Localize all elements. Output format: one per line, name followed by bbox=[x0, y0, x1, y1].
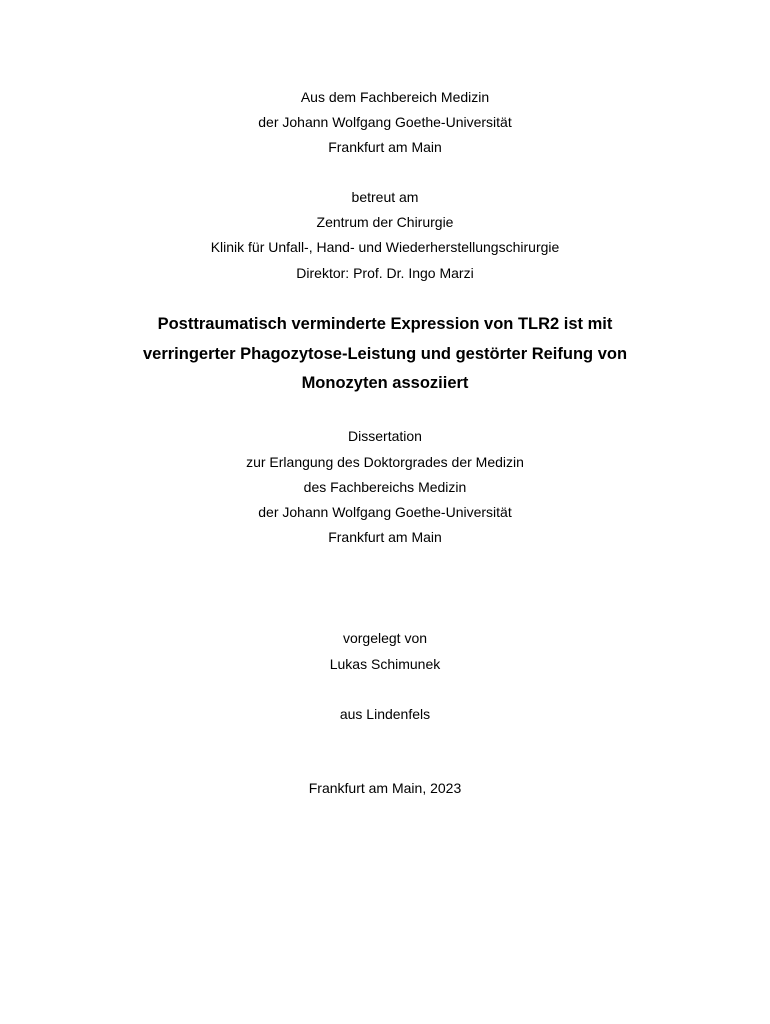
university-line: der Johann Wolfgang Goethe-Universität bbox=[258, 114, 512, 130]
title-line-2: verringerter Phagozytose-Leistung und gestörter Reifung von bbox=[142, 345, 628, 363]
director-line: Direktor: Prof. Dr. Ingo Marzi bbox=[296, 265, 474, 281]
author-origin: aus Lindenfels bbox=[339, 706, 431, 722]
degree-line: zur Erlangung des Doktorgrades der Medizin bbox=[246, 454, 524, 470]
faculty-line: Aus dem Fachbereich Medizin bbox=[300, 89, 490, 105]
department-line: des Fachbereichs Medizin bbox=[303, 479, 467, 495]
presented-by-line: vorgelegt von bbox=[342, 630, 428, 646]
clinic-line: Klinik für Unfall-, Hand- und Wiederherstellungschirurgie bbox=[210, 239, 560, 255]
place-date-line: Frankfurt am Main, 2023 bbox=[308, 780, 462, 796]
author-name: Lukas Schimunek bbox=[329, 656, 441, 672]
dissertation-university-line: der Johann Wolfgang Goethe-Universität bbox=[258, 504, 512, 520]
dissertation-label: Dissertation bbox=[348, 428, 422, 444]
center-line: Zentrum der Chirurgie bbox=[316, 214, 454, 230]
title-line-1: Posttraumatisch verminderte Expression von TLR2 ist mit bbox=[157, 315, 613, 333]
dissertation-city-line: Frankfurt am Main bbox=[328, 529, 442, 545]
title-line-3: Monozyten assoziiert bbox=[301, 374, 469, 392]
supervised-at-line: betreut am bbox=[351, 189, 419, 205]
city-line: Frankfurt am Main bbox=[328, 139, 442, 155]
